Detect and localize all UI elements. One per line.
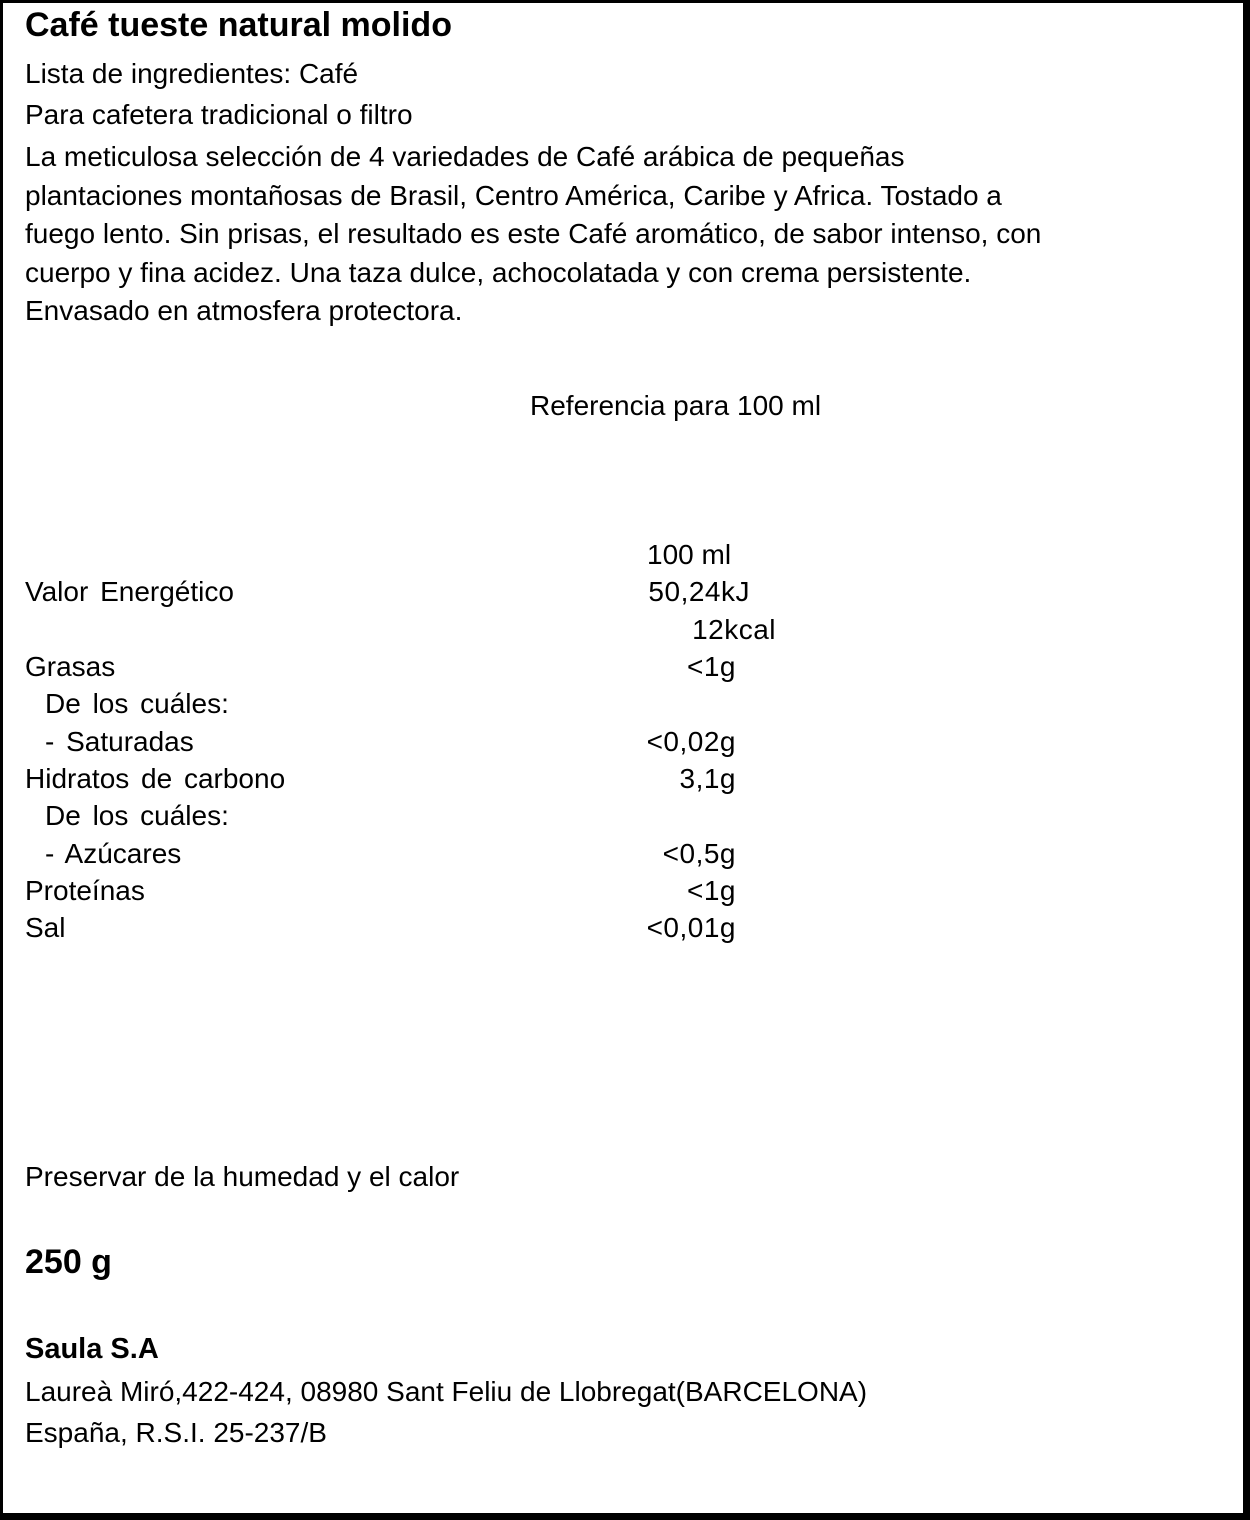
nutrition-label-saturated: - Saturadas <box>45 726 194 757</box>
nutrition-label-energy: Valor Energético <box>25 576 234 607</box>
nutrition-value-sugars: <0,5g <box>662 838 736 869</box>
nutrition-label-sugars: - Azúcares <box>45 838 182 869</box>
nutrition-value-protein: <1g <box>687 875 736 906</box>
nutrition-reference: Referencia para 100 ml <box>530 390 822 421</box>
usage-note: Para cafetera tradicional o filtro <box>25 99 413 130</box>
product-title: Café tueste natural molido <box>25 6 452 44</box>
nutrition-label-fat: Grasas <box>25 651 116 682</box>
manufacturer-name: Saula S.A <box>25 1333 159 1365</box>
nutrition-label-carbohydrates: Hidratos de carbono <box>25 763 286 794</box>
description-line: plantaciones montañosas de Brasil, Centro América, Caribe y Africa. Tostado a <box>25 179 1002 211</box>
description-line: fuego lento. Sin prisas, el resultado es este Café aromático, de sabor intenso, con <box>25 218 1042 249</box>
nutrition-value-saturated: <0,02g <box>646 726 736 757</box>
description-line: La meticulosa selección de 4 variedades de Café arábica de pequeñas <box>25 141 905 172</box>
manufacturer-country-rsi: España, R.S.I. 25-237/B <box>25 1417 327 1448</box>
description-line: Envasado en atmosfera protectora. <box>25 295 463 326</box>
nutrition-value-salt: <0,01g <box>646 912 736 943</box>
nutrition-label-of-which: De los cuáles: <box>45 800 229 831</box>
nutrition-column-header: 100 ml <box>647 539 732 570</box>
nutrition-value-energy-kcal: 12kcal <box>692 614 776 645</box>
nutrition-value-carbohydrates: 3,1g <box>679 763 736 794</box>
nutrition-value-energy-kj: 50,24kJ <box>648 576 750 607</box>
manufacturer-address: Laureà Miró,422-424, 08980 Sant Feliu de Llobregat(BARCELONA) <box>25 1376 868 1407</box>
ingredients-list: Lista de ingredientes: Café <box>25 58 359 89</box>
nutrition-label-salt: Sal <box>25 912 66 943</box>
net-weight: 250 g <box>25 1243 112 1281</box>
nutrition-value-fat: <1g <box>687 651 736 682</box>
nutrition-label-protein: Proteínas <box>25 875 145 906</box>
nutrition-label-of-which: De los cuáles: <box>45 688 229 719</box>
description-line: cuerpo y fina acidez. Una taza dulce, achocolatada y con crema persistente. <box>25 256 972 288</box>
product-description <box>25 138 1225 331</box>
storage-instructions: Preservar de la humedad y el calor <box>25 1161 460 1192</box>
